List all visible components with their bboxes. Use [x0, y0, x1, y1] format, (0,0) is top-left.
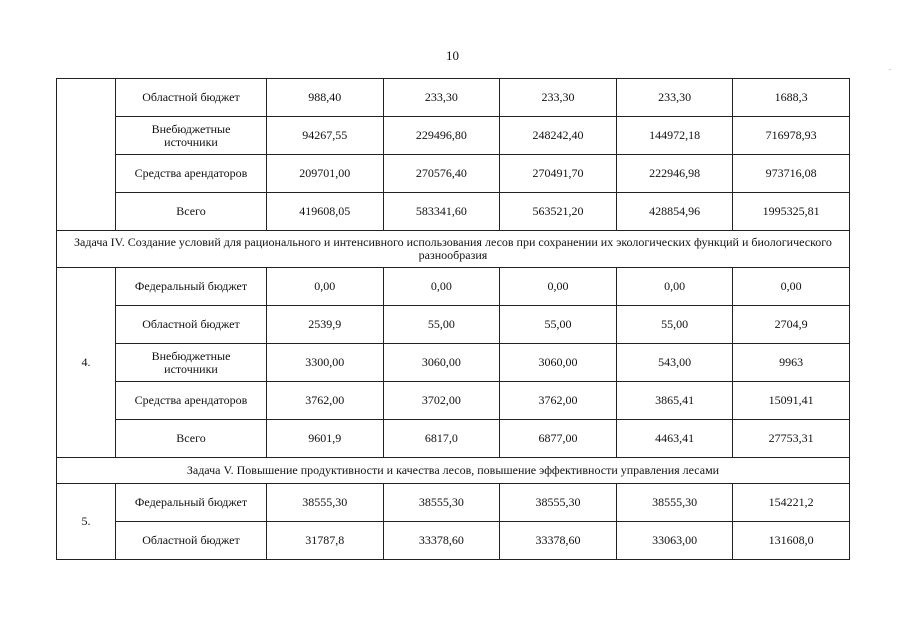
- source-cell: Областной бюджет: [116, 79, 267, 117]
- value-cell: 2539,9: [267, 306, 384, 344]
- table-row: [57, 268, 850, 306]
- source-cell: Федеральный бюджет: [116, 484, 267, 522]
- table-row: [57, 522, 850, 560]
- value-cell: 419608,05: [267, 193, 384, 231]
- value-cell: 1995325,81: [733, 193, 850, 231]
- value-cell: 27753,31: [733, 420, 850, 458]
- value-cell: 6877,00: [500, 420, 617, 458]
- row-number-cell: 4.: [57, 268, 116, 458]
- value-cell: 38555,30: [267, 484, 384, 522]
- value-cell: 229496,80: [383, 117, 500, 155]
- value-cell: 3702,00: [383, 382, 500, 420]
- value-cell: 55,00: [616, 306, 733, 344]
- table-row: [57, 306, 850, 344]
- source-cell: Областной бюджет: [116, 306, 267, 344]
- value-cell: 1688,3: [733, 79, 850, 117]
- value-cell: 270491,70: [500, 155, 617, 193]
- value-cell: 973716,08: [733, 155, 850, 193]
- task-heading-row: [57, 458, 850, 484]
- value-cell: 3762,00: [500, 382, 617, 420]
- value-cell: 233,30: [383, 79, 500, 117]
- value-cell: 38555,30: [616, 484, 733, 522]
- margin-mark: .: [889, 63, 891, 72]
- value-cell: 33063,00: [616, 522, 733, 560]
- row-number-cell: 5.: [57, 484, 116, 560]
- value-cell: 144972,18: [616, 117, 733, 155]
- task-heading: Задача V. Повышение продуктивности и качества лесов, повышение эффективности управления лесами: [57, 458, 850, 484]
- value-cell: 233,30: [616, 79, 733, 117]
- table-row: [57, 484, 850, 522]
- task-heading: Задача IV. Создание условий для рационального и интенсивного использования лесов при сохранении их экологических функций и биологического разнообразия: [57, 231, 850, 268]
- value-cell: 15091,41: [733, 382, 850, 420]
- value-cell: 55,00: [500, 306, 617, 344]
- value-cell: 0,00: [383, 268, 500, 306]
- table-row: [57, 344, 850, 382]
- value-cell: 0,00: [616, 268, 733, 306]
- row-number-cell: [57, 79, 116, 231]
- value-cell: 3300,00: [267, 344, 384, 382]
- value-cell: 55,00: [383, 306, 500, 344]
- value-cell: 583341,60: [383, 193, 500, 231]
- table-row: [57, 79, 850, 117]
- value-cell: 3060,00: [383, 344, 500, 382]
- source-cell: Средства арендаторов: [116, 382, 267, 420]
- page-number: 10: [446, 48, 459, 63]
- value-cell: 563521,20: [500, 193, 617, 231]
- value-cell: 3762,00: [267, 382, 384, 420]
- source-cell: Средства арендаторов: [116, 155, 267, 193]
- source-cell: Областной бюджет: [116, 522, 267, 560]
- table-row: [57, 117, 850, 155]
- table-row: [57, 193, 850, 231]
- value-cell: 2704,9: [733, 306, 850, 344]
- value-cell: 9963: [733, 344, 850, 382]
- table-row: [57, 420, 850, 458]
- value-cell: 31787,8: [267, 522, 384, 560]
- value-cell: 716978,93: [733, 117, 850, 155]
- value-cell: 209701,00: [267, 155, 384, 193]
- value-cell: 154221,2: [733, 484, 850, 522]
- value-cell: 3865,41: [616, 382, 733, 420]
- source-cell: Федеральный бюджет: [116, 268, 267, 306]
- value-cell: 38555,30: [383, 484, 500, 522]
- source-cell: Всего: [116, 420, 267, 458]
- value-cell: 33378,60: [500, 522, 617, 560]
- task-heading-row: [57, 231, 850, 268]
- value-cell: 233,30: [500, 79, 617, 117]
- value-cell: 38555,30: [500, 484, 617, 522]
- value-cell: 33378,60: [383, 522, 500, 560]
- value-cell: 0,00: [267, 268, 384, 306]
- value-cell: 222946,98: [616, 155, 733, 193]
- value-cell: 543,00: [616, 344, 733, 382]
- value-cell: 988,40: [267, 79, 384, 117]
- source-cell: Внебюджетные источники: [116, 117, 267, 155]
- value-cell: 9601,9: [267, 420, 384, 458]
- source-cell: Внебюджетные источники: [116, 344, 267, 382]
- table-row: [57, 155, 850, 193]
- table-row: [57, 382, 850, 420]
- value-cell: 248242,40: [500, 117, 617, 155]
- value-cell: 3060,00: [500, 344, 617, 382]
- value-cell: 0,00: [733, 268, 850, 306]
- budget-table: [56, 78, 850, 560]
- value-cell: 131608,0: [733, 522, 850, 560]
- value-cell: 270576,40: [383, 155, 500, 193]
- value-cell: 0,00: [500, 268, 617, 306]
- value-cell: 6817,0: [383, 420, 500, 458]
- value-cell: 94267,55: [267, 117, 384, 155]
- value-cell: 428854,96: [616, 193, 733, 231]
- source-cell: Всего: [116, 193, 267, 231]
- value-cell: 4463,41: [616, 420, 733, 458]
